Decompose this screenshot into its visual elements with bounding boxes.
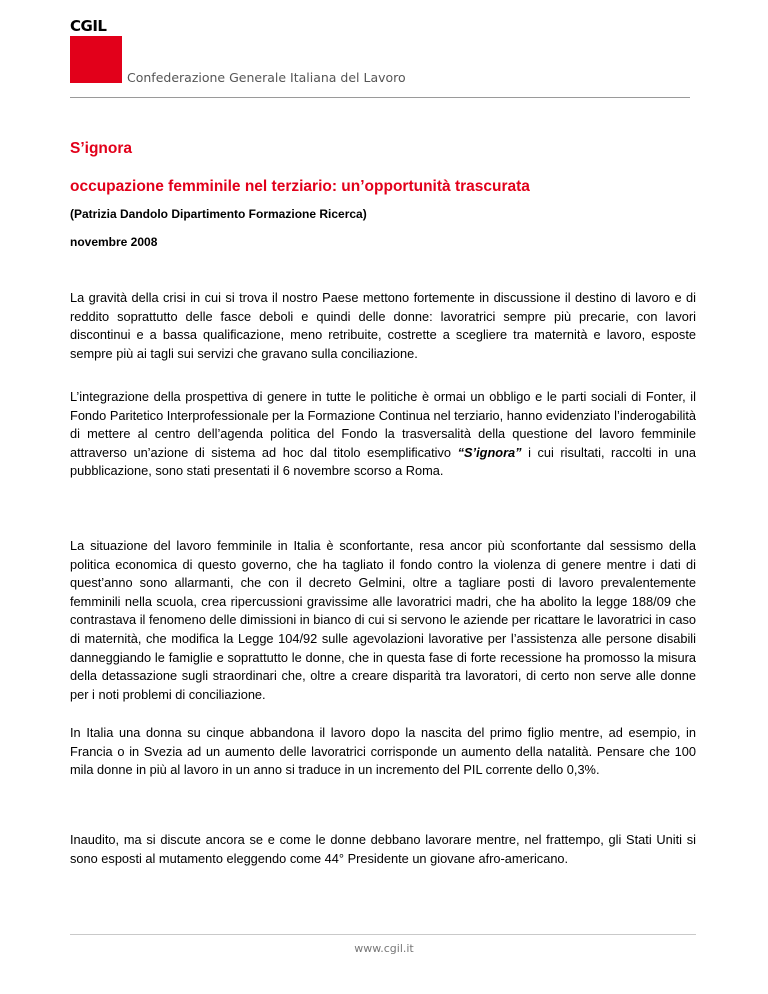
paragraph-2-text-start: L’integrazione della prospettiva di genere in tutte le politiche è ormai un obbligo e le parti sociali di Fonter, il Fondo Paritetico Interprofessionale per la Formazione Continua nel terziario, hanno evidenziato l’inderogabilità di mettere al centro dell’agenda politica del Fondo la trasversalità della questione del lavoro femminile attraverso un’azione di sistema ad hoc dal titolo esemplificativo: [70, 389, 696, 460]
document-author: (Patrizia Dandolo Dipartimento Formazione Ricerca): [70, 207, 367, 221]
paragraph-3: La situazione del lavoro femminile in Italia è sconfortante, resa ancor più sconfortante dal sessismo della politica economica di questo governo, che ha tagliato il fondo contro la violenza di genere mentre i dati di quest’anno sono allarmanti, che con il decreto Gelmini, oltre a tagliare posti di lavoro prevalentemente femminili nella scuola, crea ripercussioni gravissime alle lavoratrici madri, che ha abolito la legge 188/09 che contrastava il fenomeno delle dimissioni in bianco di cui si servono le aziende per ricattare le lavoratrici in caso di maternità, che modifica la Legge 104/92 sulle agevolazioni lavorative per l’assistenza alle persone disabili danneggiando le famiglie e soprattutto le donne, che in questa fase di forte recessione ha promosso la misura della detassazione sugli straordinari che, oltre a creare disparità tra lavoratori, di certo non serve alle donne per i noti problemi di conciliazione.: [70, 538, 696, 702]
footer-divider: [70, 934, 696, 935]
document-date: novembre 2008: [70, 235, 158, 249]
logo-red-square: [70, 36, 122, 83]
paragraph-5: Inaudito, ma si discute ancora se e come le donne debbano lavorare mentre, nel frattempo, gli Stati Uniti si sono esposti al mutamento eleggendo come 44° Presidente un giovane afro-americano.: [70, 832, 696, 866]
document-title: S’ignora: [70, 140, 133, 157]
header-divider: [70, 97, 690, 98]
paragraph-1: La gravità della crisi in cui si trova il nostro Paese mettono fortemente in discussione il destino di lavoro e di reddito soprattutto delle fasce deboli e quindi delle donne: lavoratrici sempre più precarie, con lavori discontinui e a bassa qualificazione, meno retribuite, costrette a scegliere tra maternità e lavoro, esposte sempre più ai tagli sui servizi che gravano sulla conciliazione.: [70, 290, 696, 361]
cgil-logo: [70, 18, 122, 83]
paragraph-4: In Italia una donna su cinque abbandona il lavoro dopo la nascita del primo figlio mentre, ad esempio, in Francia o in Svezia ad un aumento delle lavoratrici corrisponde un aumento della natalità. Pensare che 100 mila donne in più al lavoro in un anno si traduce in un incremento del PIL corrente dello 0,3%.: [70, 725, 696, 778]
organization-name: Confederazione Generale Italiana del Lavoro: [127, 70, 406, 85]
document-subtitle: occupazione femminile nel terziario: un’opportunità trascurata: [70, 178, 530, 195]
footer-url: www.cgil.it: [354, 942, 414, 955]
paragraph-2-emphasis: “S’ignora”: [457, 444, 522, 460]
paragraph-2-text-end: i cui risultati, raccolti in una pubblicazione, sono stati presentati il 6 novembre scorso a Roma.: [70, 444, 697, 479]
paragraph-2: [70, 388, 696, 481]
logo-wordmark: CGIL: [70, 17, 107, 35]
